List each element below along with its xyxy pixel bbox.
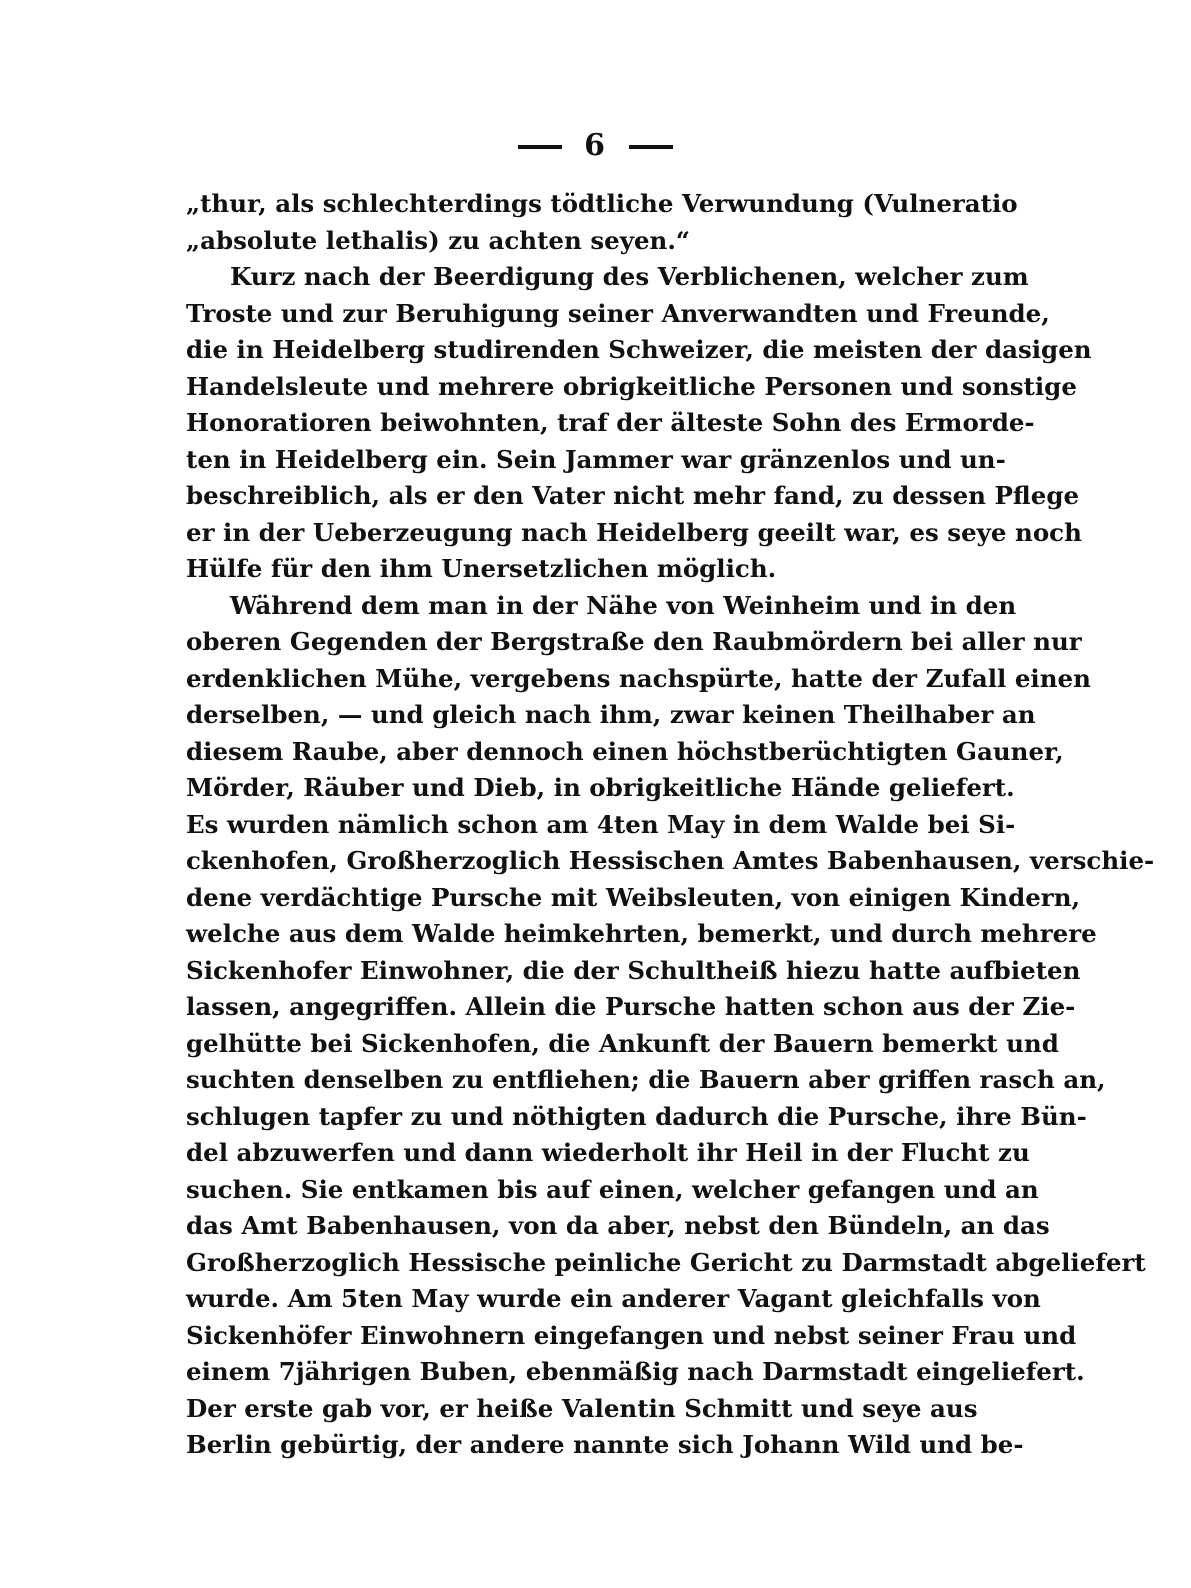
text-line: suchen. Sie entkamen bis auf einen, welcher gefangen und an <box>186 1174 1039 1204</box>
text-line: „thur, als schlechterdings tödtliche Verwundung (Vulneratio <box>186 189 1018 218</box>
text-line: ckenhofen, Großherzoglich Hessischen Amtes Babenhausen, verschie- <box>186 846 1155 875</box>
text-line: suchten denselben zu entfliehen; die Bauern aber griffen rasch an, <box>186 1065 1106 1094</box>
page-number: 6 <box>584 128 607 163</box>
paragraph-start-line: Während dem man in der Nähe von Weinheim und in den <box>230 590 1017 620</box>
text-line: dene verdächtige Pursche mit Weibsleuten, von einigen Kindern, <box>186 882 1081 912</box>
text-line: welche aus dem Walde heimkehrten, bemerkt, und durch mehrere <box>186 919 1097 948</box>
text-line: er in der Ueberzeugung nach Heidelberg geeilt war, es seye noch <box>186 517 1082 547</box>
text-line: diesem Raube, aber dennoch einen höchstberüchtigten Gauner, <box>186 736 1064 766</box>
text-line: Mörder, Räuber und Dieb, in obrigkeitliche Hände geliefert. <box>186 773 1015 802</box>
text-line: das Amt Babenhausen, von da aber, nebst den Bündeln, an das <box>186 1211 1050 1240</box>
text-line: die in Heidelberg studirenden Schweizer, die meisten der dasigen <box>186 335 1092 364</box>
text-line: erdenklichen Mühe, vergebens nachspürte, hatte der Zufall einen <box>186 663 1091 693</box>
text-line: Troste und zur Beruhigung seiner Anverwandten und Freunde, <box>186 298 1050 328</box>
text-line: beschreiblich, als er den Vater nicht mehr fand, zu dessen Pflege <box>186 481 1080 510</box>
text-line: „absolute lethalis) zu achten seyen.“ <box>186 225 690 255</box>
left-dash <box>518 145 562 149</box>
text-line: Sickenhofer Einwohner, die der Schultheiß hiezu hatte aufbieten <box>186 955 1081 985</box>
text-line: ten in Heidelberg ein. Sein Jammer war gränzenlos und un- <box>186 444 1006 474</box>
paragraph-start-line: Kurz nach der Beerdigung des Verblichenen, welcher zum <box>230 262 1029 291</box>
text-line: Der erste gab vor, er heiße Valentin Schmitt und seye aus <box>186 1393 978 1423</box>
text-line: Es wurden nämlich schon am 4ten May in dem Walde bei Si- <box>186 809 1016 839</box>
text-line: Hülfe für den ihm Unersetzlichen möglich. <box>186 554 777 583</box>
right-dash <box>629 145 673 149</box>
text-line: del abzuwerfen und dann wiederholt ihr Heil in der Flucht zu <box>186 1138 1030 1167</box>
text-line: Honoratioren beiwohnten, traf der älteste Sohn des Ermorde- <box>186 408 1035 437</box>
text-line: gelhütte bei Sickenhofen, die Ankunft der Bauern bemerkt und <box>186 1028 1059 1058</box>
text-line: lassen, angegriffen. Allein die Pursche hatten schon aus der Zie- <box>186 992 1076 1021</box>
text-line: Berlin gebürtig, der andere nannte sich Johann Wild und be- <box>186 1430 1024 1459</box>
body-text <box>186 186 1155 1464</box>
text-line: Sickenhöfer Einwohnern eingefangen und nebst seiner Frau und <box>186 1320 1077 1350</box>
text-line: Handelsleute und mehrere obrigkeitliche Personen und sonstige <box>186 371 1077 401</box>
text-line: schlugen tapfer zu und nöthigten dadurch die Pursche, ihre Bün- <box>186 1101 1087 1131</box>
text-line: oberen Gegenden der Bergstraße den Raubmördern bei aller nur <box>186 627 1082 656</box>
text-line: einem 7jährigen Buben, ebenmäßig nach Darmstadt eingeliefert. <box>186 1357 1085 1386</box>
page-number-header <box>0 128 1191 163</box>
text-line: derselben, — und gleich nach ihm, zwar keinen Theilhaber an <box>186 700 1036 729</box>
text-line: Großherzoglich Hessische peinliche Gericht zu Darmstadt abgeliefert <box>186 1247 1146 1277</box>
text-line: wurde. Am 5ten May wurde ein anderer Vagant gleichfalls von <box>186 1284 1041 1313</box>
